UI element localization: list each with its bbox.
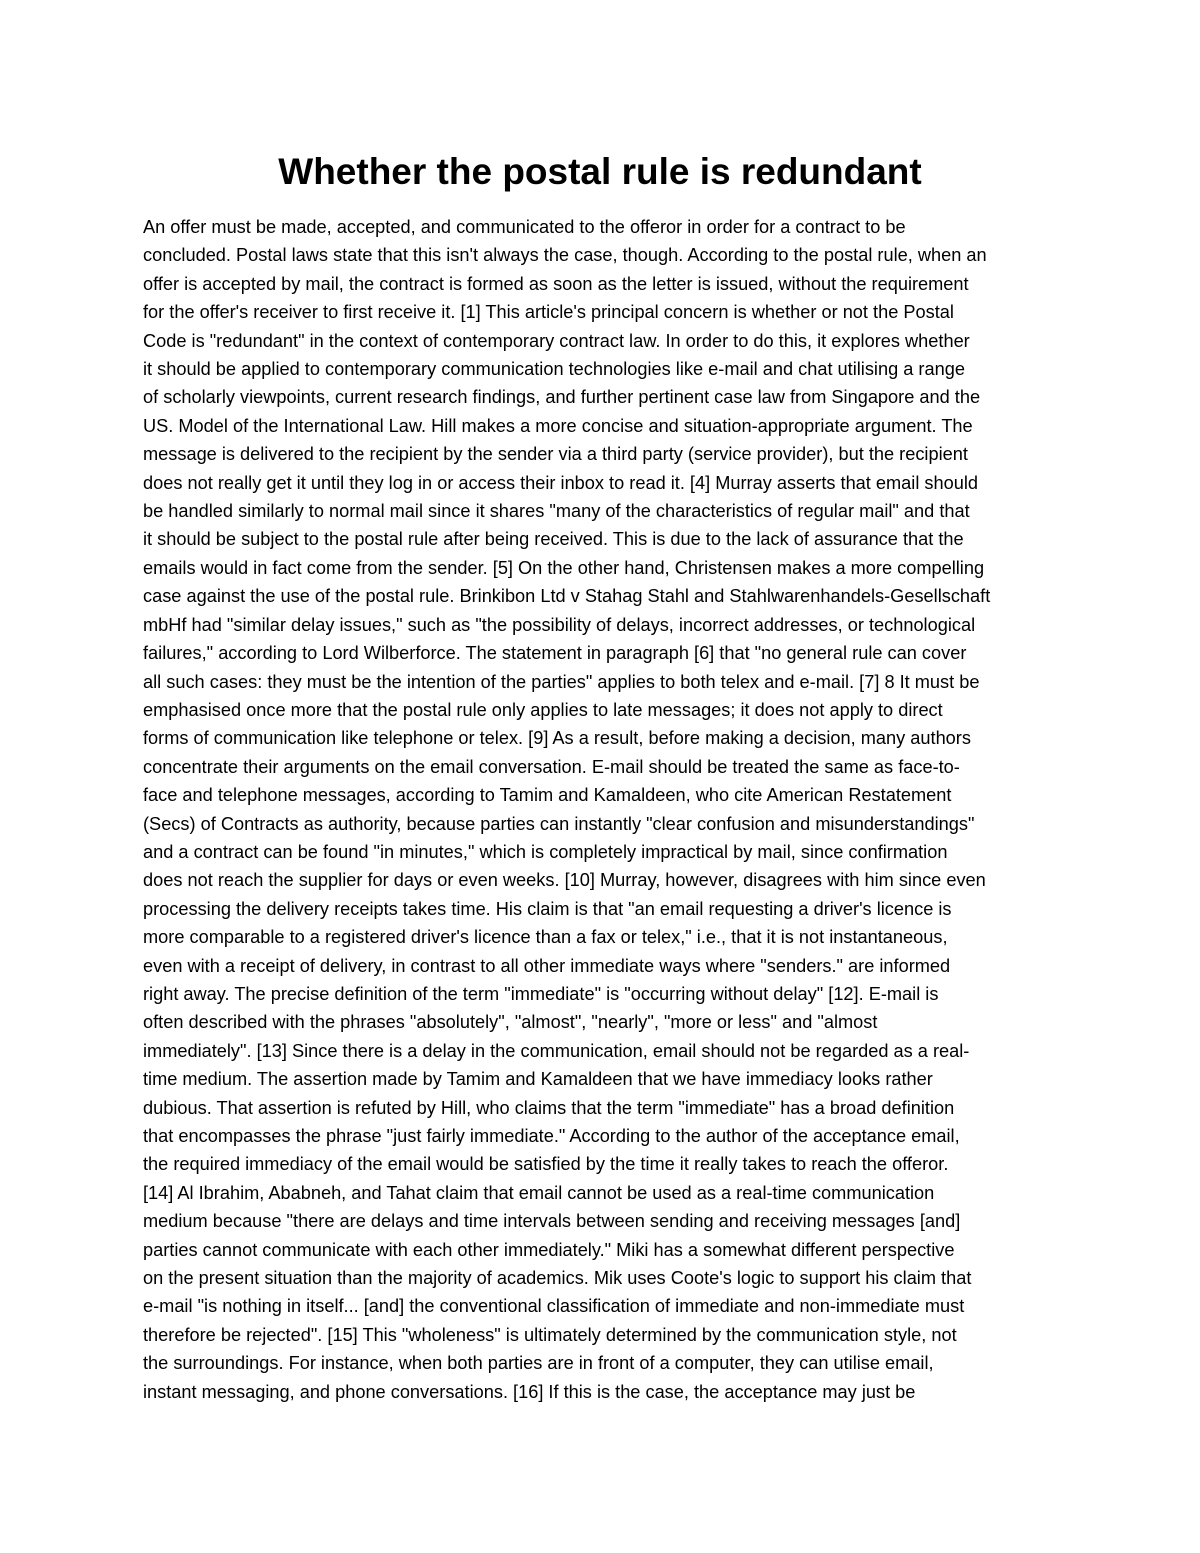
text-line: [14] Al Ibrahim, Ababneh, and Tahat claim that email cannot be used as a real-time communication bbox=[143, 1182, 935, 1203]
text-line: the required immediacy of the email would be satisfied by the time it really takes to reach the offeror. bbox=[143, 1154, 949, 1175]
text-line: it should be applied to contemporary communication technologies like e-mail and chat utilising a range bbox=[143, 359, 965, 380]
text-line: instant messaging, and phone conversations. [16] If this is the case, the acceptance may just be bbox=[143, 1381, 916, 1402]
text-line: even with a receipt of delivery, in contrast to all other immediate ways where "senders." are informed bbox=[143, 955, 951, 976]
text-line: An offer must be made, accepted, and communicated to the offeror in order for a contract to be bbox=[143, 217, 906, 237]
document-title: Whether the postal rule is redundant bbox=[278, 151, 922, 192]
text-line: US. Model of the International Law. Hill makes a more concise and situation-appropriate argument. The bbox=[143, 415, 973, 436]
text-line: does not really get it until they log in or access their inbox to read it. [4] Murray asserts that email should bbox=[143, 472, 979, 493]
text-line: emails would in fact come from the sender. [5] On the other hand, Christensen makes a more compelling bbox=[143, 557, 985, 578]
text-line: processing the delivery receipts takes time. His claim is that "an email requesting a driver's licence is bbox=[143, 898, 952, 919]
text-line: it should be subject to the postal rule after being received. This is due to the lack of assurance that the bbox=[143, 529, 964, 550]
text-line: dubious. That assertion is refuted by Hill, who claims that the term "immediate" has a broad definition bbox=[143, 1097, 955, 1118]
text-line: that encompasses the phrase "just fairly immediate." According to the author of the acceptance email, bbox=[143, 1126, 960, 1146]
text-line: medium because "there are delays and time intervals between sending and receiving messages [and] bbox=[143, 1211, 961, 1232]
document-body bbox=[143, 213, 1063, 1406]
text-line: all such cases: they must be the intention of the parties" applies to both telex and e-mail. [7] 8 It must be bbox=[143, 671, 980, 692]
text-line: face and telephone messages, according to Tamim and Kamaldeen, who cite American Restatement bbox=[143, 785, 952, 806]
text-line: offer is accepted by mail, the contract is formed as soon as the letter is issued, without the requirement bbox=[143, 273, 969, 294]
text-line: often described with the phrases "absolutely", "almost", "nearly", "more or less" and "almost bbox=[143, 1012, 878, 1033]
text-line: emphasised once more that the postal rule only applies to late messages; it does not apply to direct bbox=[143, 699, 943, 720]
text-line: Code is "redundant" in the context of contemporary contract law. In order to do this, it explores whether bbox=[143, 330, 970, 351]
text-line: on the present situation than the majority of academics. Mik uses Coote's logic to support his claim that bbox=[143, 1268, 972, 1289]
text-line: parties cannot communicate with each other immediately." Miki has a somewhat different perspective bbox=[143, 1239, 955, 1260]
text-line: be handled similarly to normal mail since it shares "many of the characteristics of regular mail" and that bbox=[143, 501, 970, 522]
text-line: concluded. Postal laws state that this isn't always the case, though. According to the postal rule, when an bbox=[143, 245, 987, 266]
text-line: (Secs) of Contracts as authority, because parties can instantly "clear confusion and misunderstandings" bbox=[143, 813, 975, 834]
text-line: e-mail "is nothing in itself... [and] the conventional classification of immediate and non-immediate must bbox=[143, 1296, 965, 1317]
text-line: mbHf had "similar delay issues," such as "the possibility of delays, incorrect addresses, or technological bbox=[143, 614, 976, 635]
text-line: more comparable to a registered driver's licence than a fax or telex," i.e., that it is not instantaneous, bbox=[143, 927, 948, 948]
text-line: concentrate their arguments on the email conversation. E-mail should be treated the same as face-to- bbox=[143, 756, 960, 777]
text-line: case against the use of the postal rule. Brinkibon Ltd v Stahag Stahl and Stahlwarenhandels-Gesellschaft bbox=[143, 586, 991, 607]
text-line: immediately". [13] Since there is a delay in the communication, email should not be regarded as a real- bbox=[143, 1040, 970, 1061]
text-line: failures," according to Lord Wilberforce. The statement in paragraph [6] that "no general rule can cover bbox=[143, 643, 967, 664]
text-line: the surroundings. For instance, when both parties are in front of a computer, they can utilise email, bbox=[143, 1353, 934, 1374]
text-line: therefore be rejected". [15] This "wholeness" is ultimately determined by the communication style, not bbox=[143, 1324, 957, 1345]
text-line: of scholarly viewpoints, current research findings, and further pertinent case law from Singapore and the bbox=[143, 387, 981, 408]
text-line: right away. The precise definition of the term "immediate" is "occurring without delay" [12]. E-mail is bbox=[143, 983, 939, 1004]
text-line: and a contract can be found "in minutes," which is completely impractical by mail, since confirmation bbox=[143, 841, 948, 862]
text-line: forms of communication like telephone or telex. [9] As a result, before making a decision, many authors bbox=[143, 728, 971, 749]
text-line: message is delivered to the recipient by the sender via a third party (service provider), but the recipient bbox=[143, 444, 968, 465]
text-line: time medium. The assertion made by Tamim and Kamaldeen that we have immediacy looks rather bbox=[143, 1069, 933, 1090]
text-line: does not reach the supplier for days or even weeks. [10] Murray, however, disagrees with him since even bbox=[143, 870, 986, 891]
text-line: for the offer's receiver to first receive it. [1] This article's principal concern is whether or not the Postal bbox=[143, 302, 954, 323]
